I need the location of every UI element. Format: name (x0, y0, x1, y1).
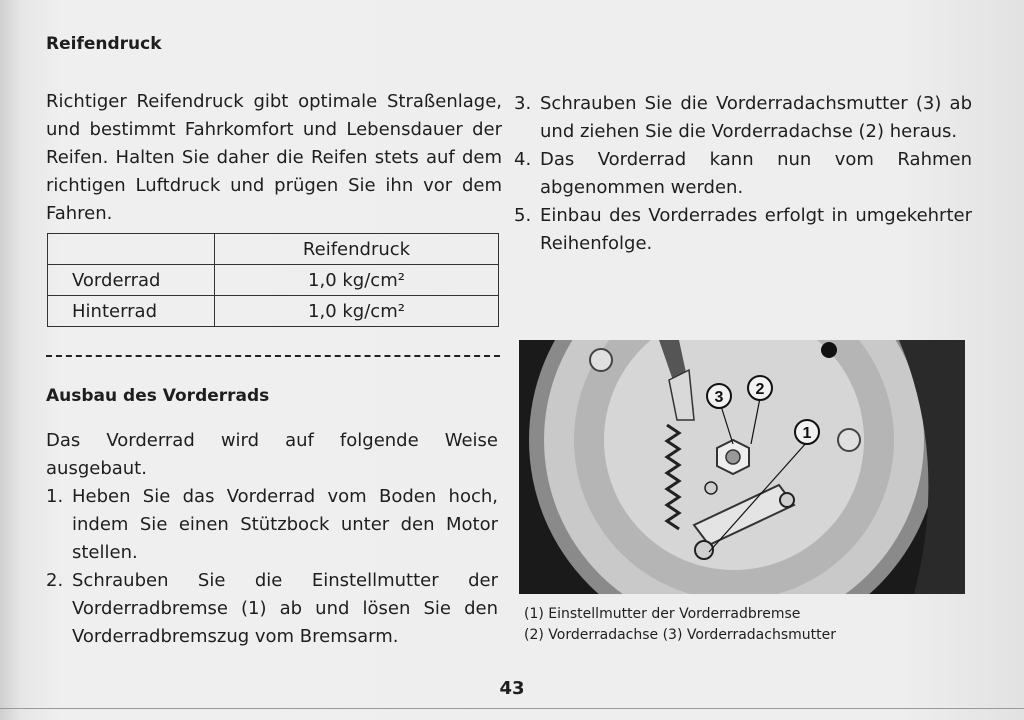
section-title-ausbau: Ausbau des Vorderrads (46, 386, 270, 406)
figure-caption (524, 604, 836, 646)
step-text: Schrauben Sie die Vorderradachsmutter (3) ab und ziehen Sie die Vorderradachse (2) heraus. (540, 93, 972, 142)
table-corner-cell (48, 234, 215, 265)
bolt-icon (590, 349, 612, 371)
list-item (514, 90, 972, 146)
table-header-row (48, 234, 499, 265)
ausbau-intro: Das Vorderrad wird auf folgende Weise ausgebaut. (46, 430, 498, 479)
marker-2 (748, 376, 772, 400)
step-number: 5. (514, 205, 532, 226)
caption-line: (1) Einstellmutter der Vorderradbremse (524, 606, 801, 622)
bolt-icon (838, 429, 860, 451)
table-row-label: Vorderrad (48, 265, 215, 296)
page-number: 43 (499, 678, 525, 699)
list-item (514, 146, 972, 202)
step-text: Schrauben Sie die Einstellmutter der Vorderradbremse (1) ab und lösen Sie den Vorderradbremszug vom Bremsarm. (72, 570, 498, 647)
step-text: Das Vorderrad kann nun vom Rahmen abgenommen werden. (540, 149, 972, 198)
tire-pressure-table (47, 233, 499, 327)
section-divider (46, 355, 500, 357)
marker-1 (795, 420, 819, 444)
steps-list-right (514, 90, 972, 258)
list-item (46, 567, 498, 651)
step-text: Einbau des Vorderrades erfolgt in umgekehrter Reihenfolge. (540, 205, 972, 254)
table-row (48, 296, 499, 327)
svg-text:2: 2 (755, 381, 765, 398)
svg-text:3: 3 (714, 389, 724, 406)
step-number: 2. (46, 570, 64, 591)
step-text: Heben Sie das Vorderrad vom Boden hoch, indem Sie einen Stützbock unter den Motor stellen. (72, 486, 498, 563)
table-row-value: 1,0 kg/cm² (215, 296, 499, 327)
steps-list-left (46, 483, 498, 651)
step-number: 4. (514, 149, 532, 170)
step-number: 1. (46, 486, 64, 507)
brake-drum-illustration (519, 340, 965, 594)
list-item (514, 202, 972, 258)
step-number: 3. (514, 93, 532, 114)
list-item (46, 483, 498, 567)
table-row-value: 1,0 kg/cm² (215, 265, 499, 296)
table-row-label: Hinterrad (48, 296, 215, 327)
table-header-cell: Reifendruck (215, 234, 499, 265)
brake-drum-photo (519, 340, 965, 594)
caption-line: (2) Vorderradachse (3) Vorderradachsmutter (524, 627, 836, 643)
hole-icon (821, 342, 837, 358)
table-row (48, 265, 499, 296)
section-title-reifendruck: Reifendruck (46, 34, 162, 54)
marker-3 (707, 384, 731, 408)
page-bottom-edge (0, 708, 1024, 709)
reifendruck-paragraph: Richtiger Reifendruck gibt optimale Straßenlage, und bestimmt Fahrkomfort und Lebensdauer der Reifen. Halten Sie daher die Reifen stets auf dem richtigen Luftdruck und prügen Sie ihn vor dem Fahren. (46, 91, 502, 224)
svg-text:1: 1 (802, 425, 812, 442)
